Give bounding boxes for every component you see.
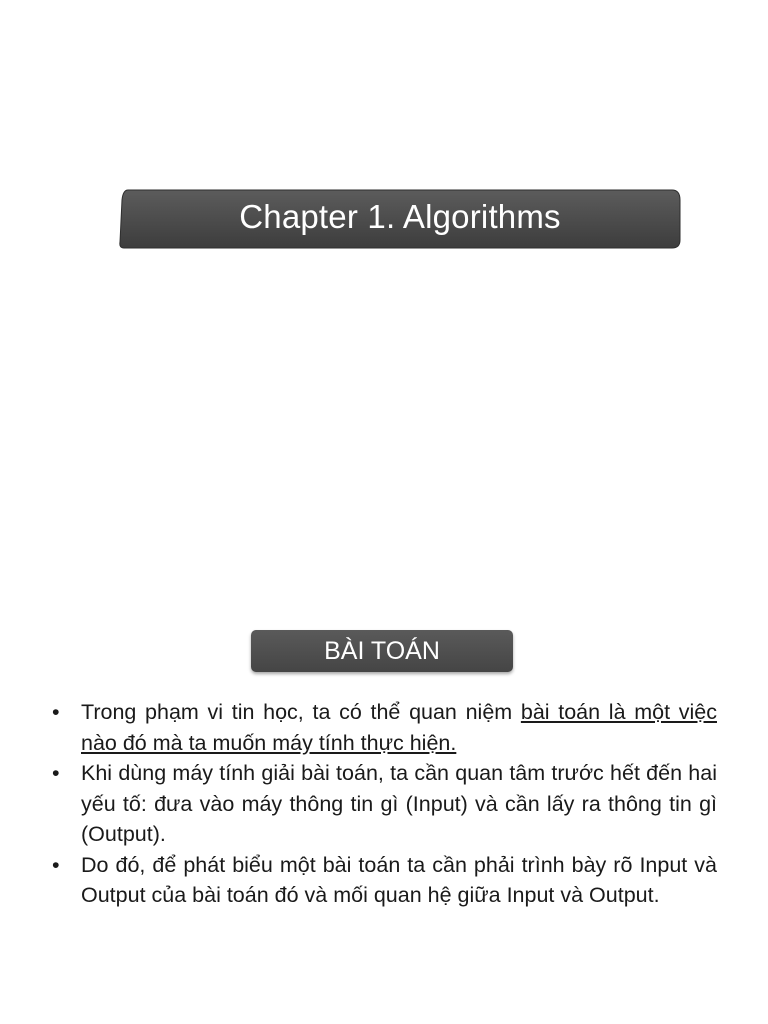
- bullet-marker: •: [52, 700, 60, 724]
- list-item: [52, 758, 717, 850]
- bullet-marker: •: [52, 761, 60, 785]
- section-heading: BÀI TOÁN: [251, 630, 513, 672]
- bullet-text: Khi dùng máy tính giải bài toán, ta cần quan tâm trước hết đến hai yếu tố: đưa vào máy thông tin gì (Input) và cần lấy ra thông tin gì (Output).: [81, 761, 717, 846]
- bullet-marker: •: [52, 852, 60, 877]
- chapter-banner: [118, 188, 682, 250]
- list-item: [52, 850, 717, 911]
- bullet-text: Do đó, để phát biểu một bài toán ta cần phải trình bày rõ Input và Output của bài toán đó và mối quan hệ giữa Input và Output.: [81, 852, 717, 907]
- bullet-list: [52, 697, 717, 911]
- bullet-text: Trong phạm vi tin học, ta có thể quan niệm: [81, 700, 521, 724]
- list-item: [52, 697, 717, 758]
- bullet-emphasis: bài toán là một việc nào đó mà ta muốn máy tính thực hiện.: [81, 700, 717, 755]
- chapter-title: Chapter 1. Algorithms: [239, 198, 561, 235]
